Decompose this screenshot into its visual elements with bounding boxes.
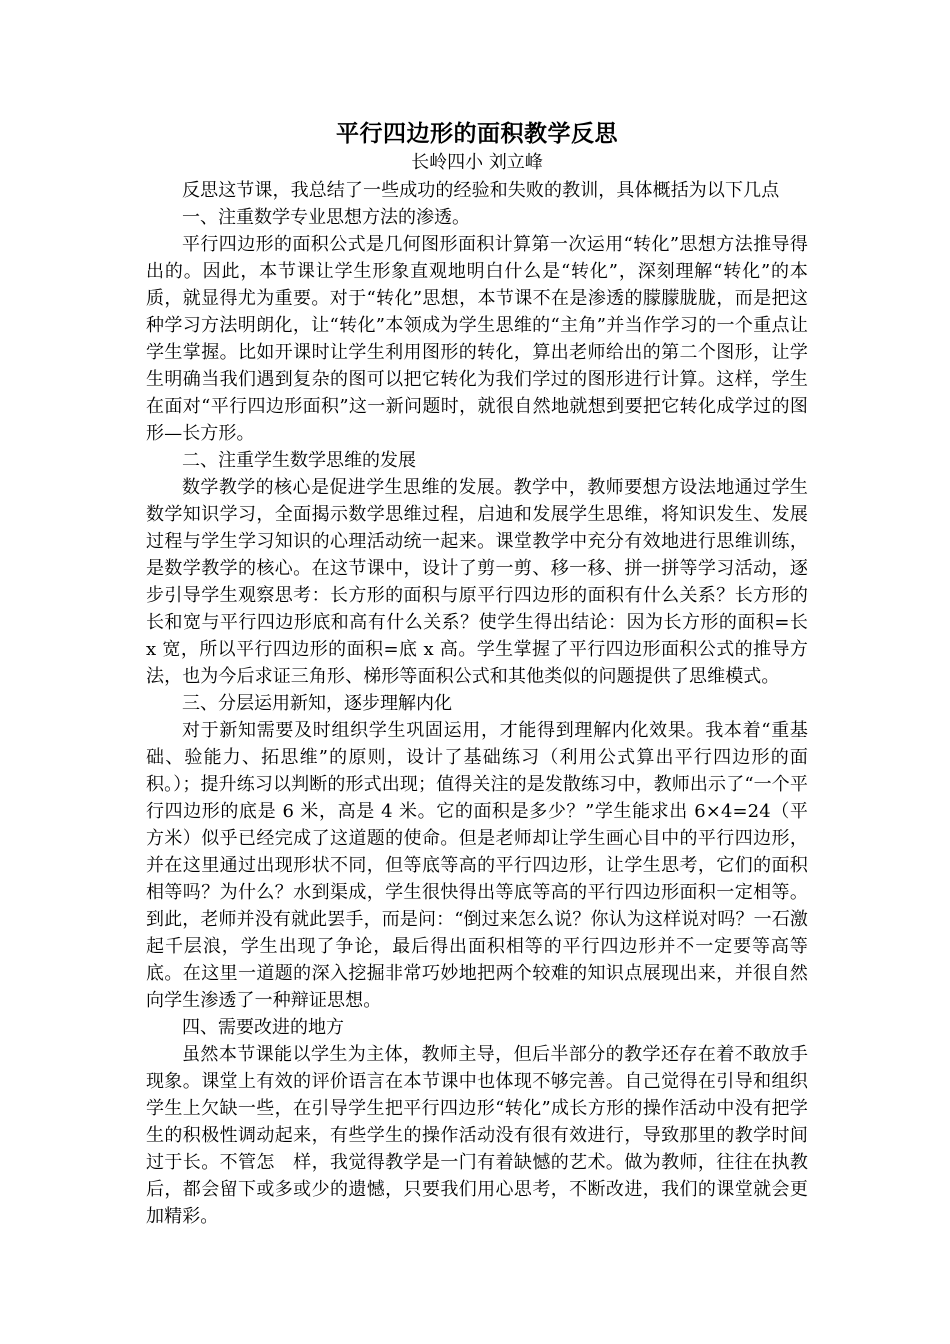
section-heading-2: 二、注重学生数学思维的发展: [182, 450, 416, 471]
document-author: 长岭四小 刘立峰: [411, 152, 543, 173]
section-heading-4: 四、需要改进的地方: [182, 1017, 344, 1038]
section-body-1: 平行四边形的面积公式是几何图形面积计算第一次运用“转化”思想方法推导得出的。因此，本节课让学生形象直观地明白什么是“转化”，深刻理解“转化”的本质，就显得尤为重要。对于“转化”思想，本节课不在是渗透的朦朦胧胧，而是把这种学习方法明朗化，让“转化”本领成为学生思维的“主角”并当作学习的一个重点让学生掌握。比如开课时让学生利用图形的转化，算出老师给出的第二个图形，让学生明确当我们遇到复杂的图可以把它转化为我们学过的图形进行计算。这样，学生在面对“平行四边形面积”这一新问题时，就很自然地就想到要把它转化成学过的图形—长方形。: [146, 234, 808, 444]
section-body-2: 数学教学的核心是促进学生思维的发展。教学中，教师要想方设法地通过学生数学知识学习，全面揭示数学思维过程，启迪和发展学生思维，将知识发生、发展过程与学生学习知识的心理活动统一起来。课堂教学中充分有效地进行思维训练，是数学教学的核心。在这节课中，设计了剪一剪、移一移、拼一拼等学习活动，逐步引导学生观察思考：长方形的面积与原平行四边形的面积有什么关系？长方形的长和宽与平行四边形底和高有什么关系？使学生得出结论：因为长方形的面积=长 x 宽，所以平行四边形的面积=底 x 高。学生掌握了平行四边形面积公式的推导方法，也为今后求证三角形、梯形等面积公式和其他类似的问题提供了思维模式。: [146, 477, 808, 687]
document-page: [146, 117, 808, 1230]
section-heading-3: 三、分层运用新知，逐步理解内化: [182, 693, 452, 714]
section-heading-1: 一、注重数学专业思想方法的渗透。: [182, 207, 470, 228]
section-body-3: 对于新知需要及时组织学生巩固运用，才能得到理解内化效果。我本着“重基础、验能力、拓思维”的原则，设计了基础练习（利用公式算出平行四边形的面积。）；提升练习以判断的形式出现；值得关注的是发散练习中，教师出示了“一个平行四边形的底是 6 米，高是 4 米。它的面积是多少？”学生能求出 6×4=24（平方米）似乎已经完成了这道题的使命。但是老师却让学生画心目中的平行四边形，并在这里通过出现形状不同，但等底等高的平行四边形，让学生思考，它们的面积相等吗？为什么？水到渠成，学生很快得出等底等高的平行四边形面积一定相等。到此，老师并没有就此罢手，而是问：“倒过来怎么说？你认为这样说对吗？一石激起千层浪，学生出现了争论，最后得出面积相等的平行四边形并不一定要等高等底。在这里一道题的深入挖掘非常巧妙地把两个较难的知识点展现出来，并很自然向学生渗透了一种辩证思想。: [146, 720, 808, 1011]
document-title: 平行四边形的面积教学反思: [336, 120, 618, 147]
section-body-4: 虽然本节课能以学生为主体，教师主导，但后半部分的教学还存在着不敢放手现象。课堂上有效的评价语言在本节课中也体现不够完善。自己觉得在引导和组织学生上欠缺一些，在引导学生把平行四边形“转化”成长方形的操作活动中没有把学生的积极性调动起来，有些学生的操作活动没有很有效进行，导致那里的教学时间过于长。不管怎 样，我觉得教学是一门有着缺憾的艺术。做为教师，往往在执教后，都会留下或多或少的遗憾，只要我们用心思考，不断改进，我们的课堂就会更加精彩。: [146, 1044, 808, 1227]
intro-paragraph: 反思这节课，我总结了一些成功的经验和失败的教训，具体概括为以下几点: [182, 180, 780, 201]
